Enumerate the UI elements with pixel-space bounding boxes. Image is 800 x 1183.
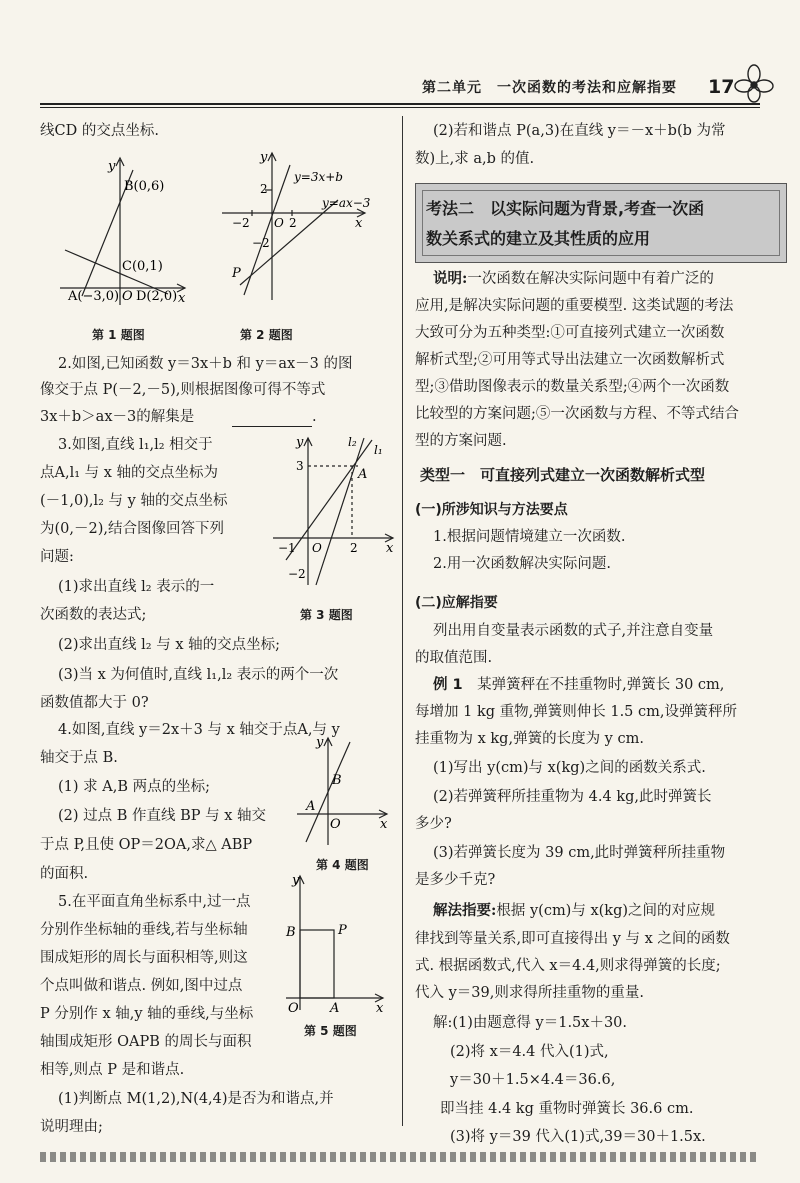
figure-1 — [50, 150, 190, 310]
fig2-caption: 第 2 题图 — [240, 328, 293, 342]
solution-line: (2)将 x＝4.4 代入(1)式, — [450, 1044, 609, 1060]
q4-line: (1) 求 A,B 两点的坐标; — [58, 779, 210, 795]
q5-line: 轴围成矩形 OAPB 的周长与面积 — [40, 1034, 252, 1050]
q2-answer-blank[interactable] — [232, 426, 312, 427]
figure-4 — [292, 730, 392, 850]
fig5-point-p: P — [338, 923, 347, 938]
q3-line: 问题: — [40, 549, 74, 565]
fig3-tick-3: 3 — [296, 459, 304, 473]
example-line: 每增加 1 kg 重物,弹簧则伸长 1.5 cm,设弹簧秤所 — [415, 704, 737, 720]
q3-line: 为(0,－2),结合图像回答下列 — [40, 521, 224, 537]
note-line: 解析式型;②可用等式导出法建立一次函数解析式 — [415, 352, 725, 368]
fig3-tick-m2: −2 — [288, 567, 306, 581]
fig3-caption: 第 3 题图 — [300, 608, 353, 622]
hint-line: 式. 根据函数式,代入 x＝4.4,则求得弹簧的长度; — [415, 958, 721, 974]
fig3-y-label: y — [296, 435, 304, 450]
example-line: (1)写出 y(cm)与 x(kg)之间的函数关系式. — [433, 760, 706, 776]
fig3-tick-2: 2 — [350, 541, 358, 555]
fig1-origin: O — [122, 289, 133, 304]
hint-label: 解法指要: — [433, 902, 497, 919]
q4-line: 4.如图,直线 y＝2x＋3 与 x 轴交于点A,与 y — [58, 722, 340, 738]
fig3-point-a: A — [358, 467, 368, 482]
fig2-line2-label: y=ax−3 — [322, 196, 370, 210]
q5-line: 相等,则点 P 是和谐点. — [40, 1062, 185, 1078]
q4-line: 的面积. — [40, 866, 89, 882]
q3-line: (3)当 x 为何值时,直线 l₁,l₂ 表示的两个一次 — [58, 667, 339, 683]
example-line: 挂重物为 x kg,弹簧的长度为 y cm. — [415, 731, 644, 747]
running-header — [422, 77, 677, 97]
sec2-line: 列出用自变量表示函数的式子,并注意自变量 — [433, 623, 714, 639]
fig2-line1-label: y=3x+b — [294, 170, 343, 184]
example-line: (2)若弹簧秤所挂重物为 4.4 kg,此时弹簧长 — [433, 789, 712, 805]
fig5-caption: 第 5 题图 — [304, 1024, 357, 1038]
r0-line: 数)上,求 a,b 的值. — [415, 151, 535, 167]
fig3-x-label: x — [386, 541, 394, 556]
solution-line: 即当挂 4.4 kg 重物时弹簧长 36.6 cm. — [440, 1101, 694, 1117]
text-line: 线CD 的交点坐标. — [40, 123, 159, 139]
q3-line: 点A,l₁ 与 x 轴的交点坐标为 — [40, 465, 219, 481]
type1-heading: 类型一 可直接列式建立一次函数解析式型 — [420, 466, 706, 484]
q3-line: (1)求出直线 l₂ 表示的一 — [58, 579, 215, 595]
q2-line: 像交于点 P(－2,－5),则根据图像可得不等式 — [40, 382, 326, 398]
sec1-title: (一)所涉知识与方法要点 — [415, 502, 568, 518]
q2-period: . — [312, 409, 317, 425]
q5-line: (1)判断点 M(1,2),N(4,4)是否为和谐点,并 — [58, 1091, 334, 1107]
header-title: 一次函数的考法和应解指要 — [497, 80, 677, 96]
q5-line: 围成矩形的周长与面积相等,则这 — [40, 950, 248, 966]
figure-5 — [278, 870, 388, 1020]
example-label: 例 1 — [433, 677, 463, 693]
note-line: 型;③借助图像表示的数量关系型;④两个一次函数 — [415, 379, 730, 395]
q4-line: 于点 P,且使 OP＝2OA,求△ ABP — [40, 837, 253, 853]
fig1-caption: 第 1 题图 — [92, 328, 145, 342]
note-label: 说明: — [433, 270, 468, 287]
solution-line: (3)将 y＝39 代入(1)式,39＝30＋1.5x. — [450, 1129, 706, 1145]
note-line: 比较型的方案问题;⑤一次函数与方程、不等式结合 — [415, 406, 739, 422]
q3-line: (2)求出直线 l₂ 与 x 轴的交点坐标; — [58, 637, 280, 653]
note-line: 型的方案问题. — [415, 433, 507, 449]
note-line: 大致可分为五种类型:①可直接列式建立一次函数 — [415, 325, 725, 341]
fig1-y-label: y — [108, 159, 116, 174]
page-number: 17 — [708, 76, 735, 98]
fig2-x-label: x — [355, 216, 363, 231]
fig2-tick-y2: 2 — [260, 182, 268, 196]
example-line: 是多少千克? — [415, 872, 496, 888]
q5-line: 说明理由; — [40, 1119, 103, 1135]
q3-line: (－1,0),l₂ 与 y 轴的交点坐标 — [40, 493, 228, 509]
sec2-title: (二)应解指要 — [415, 595, 498, 611]
fig3-l1-label: l₁ — [374, 443, 383, 457]
q5-line: 个点叫做和谐点. 例如,图中过点 — [40, 978, 243, 994]
q5-line: 5.在平面直角坐标系中,过一点 — [58, 894, 251, 910]
sec1-item: 1.根据问题情境建立一次函数. — [433, 529, 626, 545]
fig5-point-b: B — [286, 925, 296, 940]
note-line: 说明:一次函数在解决实际问题中有着广泛的 — [433, 270, 714, 287]
q3-line: 次函数的表达式; — [40, 607, 147, 623]
fig1-point-a: A(−3,0) — [68, 289, 120, 304]
header-unit: 第二单元 — [422, 80, 482, 96]
fig1-x-label: x — [178, 291, 186, 306]
fig4-caption: 第 4 题图 — [316, 858, 369, 872]
q3-line: 函数值都大于 0? — [40, 695, 149, 711]
sec1-item: 2.用一次函数解决实际问题. — [433, 556, 611, 572]
q4-line: (2) 过点 B 作直线 BP 与 x 轴交 — [58, 808, 267, 824]
flower-ornament-icon — [732, 62, 776, 106]
fig2-point-p: P — [232, 266, 241, 281]
figure-3 — [268, 430, 398, 590]
banner-line2: 数关系式的建立及其性质的应用 — [426, 229, 651, 248]
fig2-tick-ym2: −2 — [252, 236, 270, 250]
fig4-point-a: A — [306, 799, 316, 814]
fig3-l2-label: l₂ — [348, 435, 357, 449]
header-rule-thin — [40, 107, 760, 108]
header-rule — [40, 103, 760, 105]
solution-line: 解:(1)由题意得 y＝1.5x＋30. — [433, 1015, 628, 1031]
fig1-point-d: D(2,0) — [136, 289, 178, 304]
figure-2 — [210, 145, 370, 305]
example-line: 例 1 某弹簧秤在不挂重物时,弹簧长 30 cm, — [433, 677, 725, 693]
footer-border — [40, 1152, 760, 1162]
q5-line: 分别作坐标轴的垂线,若与坐标轴 — [40, 922, 248, 938]
fig5-origin: O — [288, 1001, 299, 1016]
q2-line: 3x＋b＞ax－3的解集是 — [40, 409, 195, 425]
fig4-x-label: x — [380, 817, 388, 832]
q2-line: 2.如图,已知函数 y＝3x＋b 和 y＝ax－3 的图 — [58, 356, 353, 372]
solution-line: y＝30＋1.5×4.4＝36.6, — [450, 1072, 616, 1088]
q3-line: 3.如图,直线 l₁,l₂ 相交于 — [58, 437, 213, 453]
fig5-x-label: x — [376, 1001, 384, 1016]
example-line: 多少? — [415, 816, 452, 832]
fig5-point-a: A — [330, 1001, 340, 1016]
q4-line: 轴交于点 B. — [40, 750, 118, 766]
r0-line: (2)若和谐点 P(a,3)在直线 y＝－x＋b(b 为常 — [433, 123, 726, 139]
fig2-y-label: y — [260, 150, 268, 165]
fig3-origin: O — [312, 541, 322, 555]
fig4-origin: O — [330, 817, 341, 832]
fig1-point-c: C(0,1) — [122, 259, 163, 274]
fig4-point-b: B — [332, 773, 342, 788]
fig2-origin: O — [274, 216, 284, 230]
fig4-y-label: y — [316, 735, 324, 750]
fig2-tick-x2: 2 — [289, 216, 297, 230]
hint-line: 律找到等量关系,即可直接得出 y 与 x 之间的函数 — [415, 931, 730, 947]
fig1-point-b: B(0,6) — [124, 179, 165, 194]
fig3-tick-m1: −1 — [278, 541, 296, 555]
note-line: 应用,是解决实际问题的重要模型. 这类试题的考法 — [415, 298, 734, 314]
sec2-line: 的取值范围. — [415, 650, 493, 666]
hint-line: 解法指要:根据 y(cm)与 x(kg)之间的对应规 — [433, 902, 716, 919]
banner-line1: 考法二 以实际问题为背景,考查一次函 — [426, 199, 705, 218]
example-line: (3)若弹簧长度为 39 cm,此时弹簧秤所挂重物 — [433, 845, 726, 861]
fig5-y-label: y — [292, 873, 300, 888]
section-banner — [415, 183, 787, 263]
fig2-tick-xm2: −2 — [232, 216, 250, 230]
q5-line: P 分别作 x 轴,y 轴的垂线,与坐标 — [40, 1006, 254, 1022]
column-divider — [402, 116, 403, 1126]
hint-line: 代入 y＝39,则求得所挂重物的重量. — [415, 985, 644, 1001]
